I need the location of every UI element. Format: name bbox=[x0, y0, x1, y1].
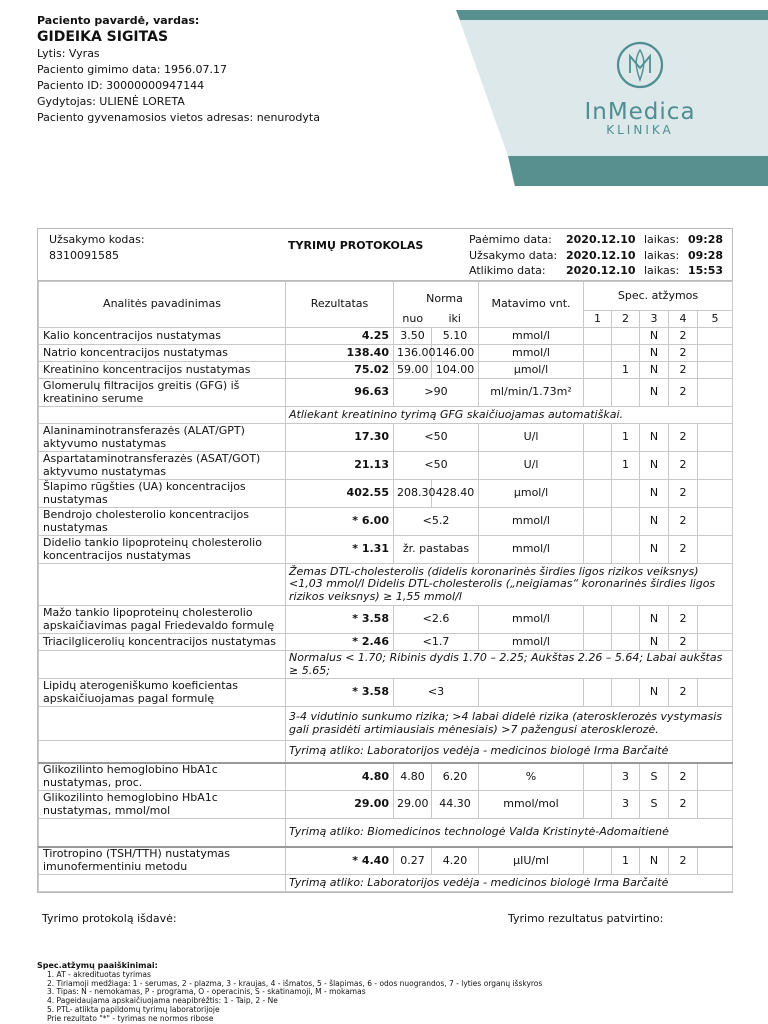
unit: mmol/l bbox=[479, 328, 584, 345]
clinic-logo bbox=[570, 40, 710, 137]
spec-mark bbox=[698, 763, 733, 791]
spec-mark bbox=[584, 379, 612, 407]
spec-mark: N bbox=[640, 424, 669, 452]
analyte-name: Natrio koncentracijos nustatymas bbox=[39, 345, 286, 362]
header-norm-label: Norma bbox=[426, 292, 463, 305]
spec-mark bbox=[584, 536, 612, 564]
protocol-title: TYRIMŲ PROTOKOLAS bbox=[288, 239, 424, 252]
norm-range: <50 bbox=[394, 452, 479, 480]
header-spec-col: 1 bbox=[584, 311, 612, 328]
spec-mark bbox=[698, 536, 733, 564]
spec-mark bbox=[698, 606, 733, 634]
table-row bbox=[39, 379, 733, 407]
date-row bbox=[469, 248, 723, 264]
norm-to: 428.40 bbox=[432, 480, 479, 508]
norm-range: <2.6 bbox=[394, 606, 479, 634]
note-row bbox=[39, 741, 733, 763]
spec-mark: S bbox=[640, 791, 669, 819]
table-row bbox=[39, 791, 733, 819]
note-spacer bbox=[39, 564, 286, 606]
spec-mark bbox=[584, 847, 612, 875]
spec-mark: 1 bbox=[612, 847, 640, 875]
time-value: 15:53 bbox=[688, 264, 724, 278]
note-row bbox=[39, 707, 733, 741]
analyte-name: Alaninaminotransferazės (ALAT/GPT) aktyvumo nustatymas bbox=[39, 424, 286, 452]
note-text: Normalus < 1.70; Ribinis dydis 1.70 – 2.25; Aukštas 2.26 – 5.64; Labai aukštas ≥ 5.65; bbox=[286, 651, 733, 679]
signature-issued-label: Tyrimo protokolą išdavė: bbox=[42, 912, 177, 925]
table-row bbox=[39, 452, 733, 480]
header-to: iki bbox=[432, 311, 479, 328]
spec-mark bbox=[584, 328, 612, 345]
protocol-dates bbox=[469, 232, 723, 279]
header-unit: Matavimo vnt. bbox=[479, 282, 584, 328]
spec-mark bbox=[584, 791, 612, 819]
spec-mark: 1 bbox=[612, 452, 640, 480]
spec-mark: 2 bbox=[669, 791, 698, 819]
header-spec: Spec. atžymos bbox=[584, 282, 733, 311]
analyte-name: Lipidų aterogeniškumo koeficientas apskaičiuojamas pagal formulę bbox=[39, 679, 286, 707]
spec-mark bbox=[698, 634, 733, 651]
unit: µmol/l bbox=[479, 480, 584, 508]
note-text: Atliekant kreatinino tyrimą GFG skaičiuojamas automatiškai. bbox=[286, 407, 733, 424]
norm-from: 29.00 bbox=[394, 791, 432, 819]
norm-range: <50 bbox=[394, 424, 479, 452]
norm-range: <3 bbox=[394, 679, 479, 707]
spec-mark bbox=[584, 606, 612, 634]
spec-mark: N bbox=[640, 508, 669, 536]
spec-mark bbox=[584, 763, 612, 791]
patient-name: GIDEIKA SIGITAS bbox=[37, 29, 169, 45]
header-spec-col: 3 bbox=[640, 311, 669, 328]
analyte-name: Triacilglicerolių koncentracijos nustatymas bbox=[39, 634, 286, 651]
spec-mark bbox=[584, 634, 612, 651]
spec-mark bbox=[612, 379, 640, 407]
date-value: 2020.12.10 bbox=[566, 264, 636, 278]
analyte-name: Kalio koncentracijos nustatymas bbox=[39, 328, 286, 345]
logo-subtitle: KLINIKA bbox=[606, 123, 674, 137]
table-row bbox=[39, 362, 733, 379]
time-label: laikas: bbox=[644, 233, 680, 247]
spec-mark bbox=[698, 679, 733, 707]
spec-mark bbox=[698, 345, 733, 362]
patient-name-label: Paciento pavardė, vardas: bbox=[37, 14, 200, 27]
logo-emblem-icon bbox=[613, 40, 667, 90]
result-value: * 3.58 bbox=[286, 606, 394, 634]
legend-note: Prie rezultato "*" - tyrimas ne normos ribose bbox=[47, 1013, 214, 1023]
table-row bbox=[39, 480, 733, 508]
spec-mark: 2 bbox=[669, 606, 698, 634]
patient-info bbox=[37, 13, 320, 126]
spec-mark: 2 bbox=[669, 508, 698, 536]
norm-range: <1.7 bbox=[394, 634, 479, 651]
spec-mark bbox=[612, 606, 640, 634]
unit: µIU/ml bbox=[479, 847, 584, 875]
spec-mark: 2 bbox=[669, 379, 698, 407]
note-spacer bbox=[39, 707, 286, 741]
norm-range: >90 bbox=[394, 379, 479, 407]
spec-mark: 2 bbox=[669, 452, 698, 480]
table-row bbox=[39, 508, 733, 536]
order-code-label: Užsakymo kodas: bbox=[49, 233, 145, 246]
time-label: laikas: bbox=[644, 248, 680, 262]
date-row bbox=[469, 263, 723, 279]
note-row bbox=[39, 564, 733, 606]
spec-mark bbox=[612, 679, 640, 707]
analyte-name: Didelio tankio lipoproteinų cholesterolio koncentracijos nustatymas bbox=[39, 536, 286, 564]
spec-mark bbox=[612, 480, 640, 508]
note-spacer bbox=[39, 407, 286, 424]
spec-mark bbox=[698, 480, 733, 508]
note-spacer bbox=[39, 819, 286, 847]
spec-mark bbox=[612, 345, 640, 362]
table-row bbox=[39, 634, 733, 651]
norm-from: 59.00 bbox=[394, 362, 432, 379]
norm-range: žr. pastabas bbox=[394, 536, 479, 564]
norm-to: 104.00 bbox=[432, 362, 479, 379]
header-result: Rezultatas bbox=[286, 282, 394, 328]
spec-mark bbox=[698, 508, 733, 536]
spec-mark: 2 bbox=[669, 362, 698, 379]
time-value: 09:28 bbox=[688, 233, 724, 247]
spec-mark bbox=[584, 508, 612, 536]
result-value: 138.40 bbox=[286, 345, 394, 362]
signature-approved-label: Tyrimo rezultatus patvirtino: bbox=[508, 912, 664, 925]
result-value: 96.63 bbox=[286, 379, 394, 407]
analyte-name: Šlapimo rūgšties (UA) koncentracijos nustatymas bbox=[39, 480, 286, 508]
spec-mark bbox=[584, 345, 612, 362]
spec-mark bbox=[698, 328, 733, 345]
patient-address: Paciento gyvenamosios vietos adresas: nenurodyta bbox=[37, 111, 320, 124]
spec-mark bbox=[698, 362, 733, 379]
patient-id: Paciento ID: 30000000947144 bbox=[37, 79, 205, 92]
unit: mmol/l bbox=[479, 345, 584, 362]
date-label: Paėmimo data: bbox=[469, 233, 552, 247]
table-row bbox=[39, 424, 733, 452]
header-spec-col: 5 bbox=[698, 311, 733, 328]
spec-mark: N bbox=[640, 379, 669, 407]
norm-range: <5.2 bbox=[394, 508, 479, 536]
unit: U/l bbox=[479, 424, 584, 452]
result-value: 75.02 bbox=[286, 362, 394, 379]
order-code-value: 8310091585 bbox=[49, 249, 119, 262]
protocol-box bbox=[37, 228, 733, 893]
patient-birth-date: Paciento gimimo data: 1956.07.17 bbox=[37, 63, 227, 76]
analyte-name: Glomerulų filtracijos greitis (GFG) iš kreatinino serume bbox=[39, 379, 286, 407]
result-value: * 4.40 bbox=[286, 847, 394, 875]
analyte-name: Glikozilinto hemoglobino HbA1c nustatymas, proc. bbox=[39, 763, 286, 791]
spec-mark bbox=[612, 508, 640, 536]
table-row bbox=[39, 679, 733, 707]
analyte-name: Aspartataminotransferazės (ASAT/GOT) aktyvumo nustatymas bbox=[39, 452, 286, 480]
spec-mark: 2 bbox=[669, 345, 698, 362]
note-spacer bbox=[39, 651, 286, 679]
result-value: * 3.58 bbox=[286, 679, 394, 707]
analyte-name: Kreatinino koncentracijos nustatymas bbox=[39, 362, 286, 379]
date-label: Užsakymo data: bbox=[469, 248, 558, 262]
table-row bbox=[39, 763, 733, 791]
legend-item: 2. Tiriamoji medžiaga: 1 - serumas, 2 - plazma, 3 - kraujas, 4 - išmatos, 5 - šlapimas, 6 - odos nuograndos, 7 - lyties organų išskyros bbox=[47, 978, 543, 988]
spec-mark: 2 bbox=[669, 847, 698, 875]
norm-to: 5.10 bbox=[432, 328, 479, 345]
note-row bbox=[39, 875, 733, 892]
date-value: 2020.12.10 bbox=[566, 233, 636, 247]
spec-mark: N bbox=[640, 634, 669, 651]
logo-brand: InMedica bbox=[584, 99, 696, 125]
unit: µmol/l bbox=[479, 362, 584, 379]
legend-item: 3. Tipas: N - nemokamas, P - programa, O - operacinis, S - skatinamoji, M - mokamas bbox=[47, 987, 366, 997]
spec-mark bbox=[584, 480, 612, 508]
unit: mmol/l bbox=[479, 508, 584, 536]
spec-mark bbox=[698, 424, 733, 452]
spec-mark: 2 bbox=[669, 679, 698, 707]
norm-to: 6.20 bbox=[432, 763, 479, 791]
result-value: 402.55 bbox=[286, 480, 394, 508]
unit: mmol/l bbox=[479, 536, 584, 564]
spec-mark: 2 bbox=[669, 424, 698, 452]
norm-from: 3.50 bbox=[394, 328, 432, 345]
header-analyte: Analitės pavadinimas bbox=[39, 282, 286, 328]
legend-item: 5. PTL- atlikta papildomų tyrimų laboratorijoje bbox=[47, 1004, 220, 1014]
spec-mark: 1 bbox=[612, 362, 640, 379]
spec-mark: N bbox=[640, 345, 669, 362]
header-norm bbox=[394, 282, 479, 311]
spec-mark bbox=[584, 679, 612, 707]
header-spec-col: 2 bbox=[612, 311, 640, 328]
spec-mark: 2 bbox=[669, 763, 698, 791]
table-header-row bbox=[39, 282, 733, 311]
note-text: Žemas DTL-cholesterolis (didelis koronarinės širdies ligos rizikos veiksnys) <1,03 mmol/l Didelis DTL-cholesterolis („neigiamas“ koronarinės širdies ligos rizikos veiksnys) ≥ 1,55 mmol/l bbox=[286, 564, 733, 606]
spec-mark bbox=[698, 847, 733, 875]
date-row bbox=[469, 232, 723, 248]
spec-mark: N bbox=[640, 452, 669, 480]
spec-mark bbox=[698, 379, 733, 407]
result-value: 29.00 bbox=[286, 791, 394, 819]
norm-to: 146.00 bbox=[432, 345, 479, 362]
result-value: 4.80 bbox=[286, 763, 394, 791]
spec-mark: N bbox=[640, 606, 669, 634]
spec-mark: N bbox=[640, 480, 669, 508]
legend-item: 4. Pageidaujama apskaičiuojama neapibrėžtis: 1 - Taip, 2 - Ne bbox=[47, 996, 278, 1006]
spec-mark: N bbox=[640, 362, 669, 379]
norm-from: 208.30 bbox=[394, 480, 432, 508]
note-spacer bbox=[39, 741, 286, 763]
legend-item: 1. AT - akredituotas tyrimas bbox=[47, 969, 151, 979]
norm-to: 44.30 bbox=[432, 791, 479, 819]
patient-gender: Lytis: Vyras bbox=[37, 47, 100, 60]
spec-mark: 1 bbox=[612, 424, 640, 452]
date-label: Atlikimo data: bbox=[469, 264, 546, 278]
spec-mark: 2 bbox=[669, 634, 698, 651]
table-row bbox=[39, 536, 733, 564]
note-spacer bbox=[39, 875, 286, 892]
header-from: nuo bbox=[394, 311, 432, 328]
note-row bbox=[39, 819, 733, 847]
spec-mark: N bbox=[640, 328, 669, 345]
note-text: Tyrimą atliko: Laboratorijos vedėja - medicinos biologė Irma Barčaitė bbox=[286, 875, 733, 892]
spec-mark: 2 bbox=[669, 536, 698, 564]
protocol-header bbox=[38, 229, 732, 281]
spec-mark: 3 bbox=[612, 791, 640, 819]
norm-to: 4.20 bbox=[432, 847, 479, 875]
norm-from: 136.00 bbox=[394, 345, 432, 362]
spec-mark: N bbox=[640, 847, 669, 875]
result-value: * 1.31 bbox=[286, 536, 394, 564]
time-label: laikas: bbox=[644, 264, 680, 278]
note-text: 3-4 vidutinio sunkumo rizika; >4 labai didelė rizika (aterosklerozės vystymasis gali prasidėti artimiausiais mėnesiais) >7 pažengusi aterosklerozė. bbox=[286, 707, 733, 741]
result-value: * 6.00 bbox=[286, 508, 394, 536]
table-row bbox=[39, 847, 733, 875]
spec-mark bbox=[612, 634, 640, 651]
results-table bbox=[38, 281, 733, 892]
spec-mark: N bbox=[640, 536, 669, 564]
unit: U/l bbox=[479, 452, 584, 480]
norm-from: 4.80 bbox=[394, 763, 432, 791]
result-value: * 2.46 bbox=[286, 634, 394, 651]
table-row bbox=[39, 328, 733, 345]
result-value: 21.13 bbox=[286, 452, 394, 480]
unit bbox=[479, 679, 584, 707]
spec-mark: N bbox=[640, 679, 669, 707]
spec-mark: S bbox=[640, 763, 669, 791]
spec-mark bbox=[584, 452, 612, 480]
analyte-name: Mažo tankio lipoproteinų cholesterolio apskaičiavimas pagal Friedevaldo formulę bbox=[39, 606, 286, 634]
legend bbox=[37, 962, 542, 1024]
spec-mark bbox=[698, 791, 733, 819]
norm-from: 0.27 bbox=[394, 847, 432, 875]
unit: % bbox=[479, 763, 584, 791]
unit: ml/min/1.73m² bbox=[479, 379, 584, 407]
unit: mmol/l bbox=[479, 606, 584, 634]
legend-title: Spec.atžymų paaiškinimai: bbox=[37, 961, 158, 970]
unit: mmol/l bbox=[479, 634, 584, 651]
spec-mark bbox=[612, 328, 640, 345]
note-row bbox=[39, 651, 733, 679]
spec-mark bbox=[584, 362, 612, 379]
patient-doctor: Gydytojas: ULIENĖ LORETA bbox=[37, 95, 185, 108]
table-row bbox=[39, 606, 733, 634]
spec-mark: 3 bbox=[612, 763, 640, 791]
spec-mark bbox=[612, 536, 640, 564]
note-text: Tyrimą atliko: Biomedicinos technologė Valda Kristinytė-Adomaitienė bbox=[286, 819, 733, 847]
analyte-name: Bendrojo cholesterolio koncentracijos nustatymas bbox=[39, 508, 286, 536]
time-value: 09:28 bbox=[688, 248, 724, 262]
table-row bbox=[39, 345, 733, 362]
spec-mark: 2 bbox=[669, 480, 698, 508]
spec-mark: 2 bbox=[669, 328, 698, 345]
analyte-name: Glikozilinto hemoglobino HbA1c nustatymas, mmol/mol bbox=[39, 791, 286, 819]
analyte-name: Tirotropino (TSH/TTH) nustatymas imunofermentiniu metodu bbox=[39, 847, 286, 875]
result-value: 17.30 bbox=[286, 424, 394, 452]
spec-mark bbox=[698, 452, 733, 480]
note-row bbox=[39, 407, 733, 424]
unit: mmol/mol bbox=[479, 791, 584, 819]
spec-mark bbox=[584, 424, 612, 452]
note-text: Tyrimą atliko: Laboratorijos vedėja - medicinos biologė Irma Barčaitė bbox=[286, 741, 733, 763]
header-spec-col: 4 bbox=[669, 311, 698, 328]
date-value: 2020.12.10 bbox=[566, 248, 636, 262]
result-value: 4.25 bbox=[286, 328, 394, 345]
